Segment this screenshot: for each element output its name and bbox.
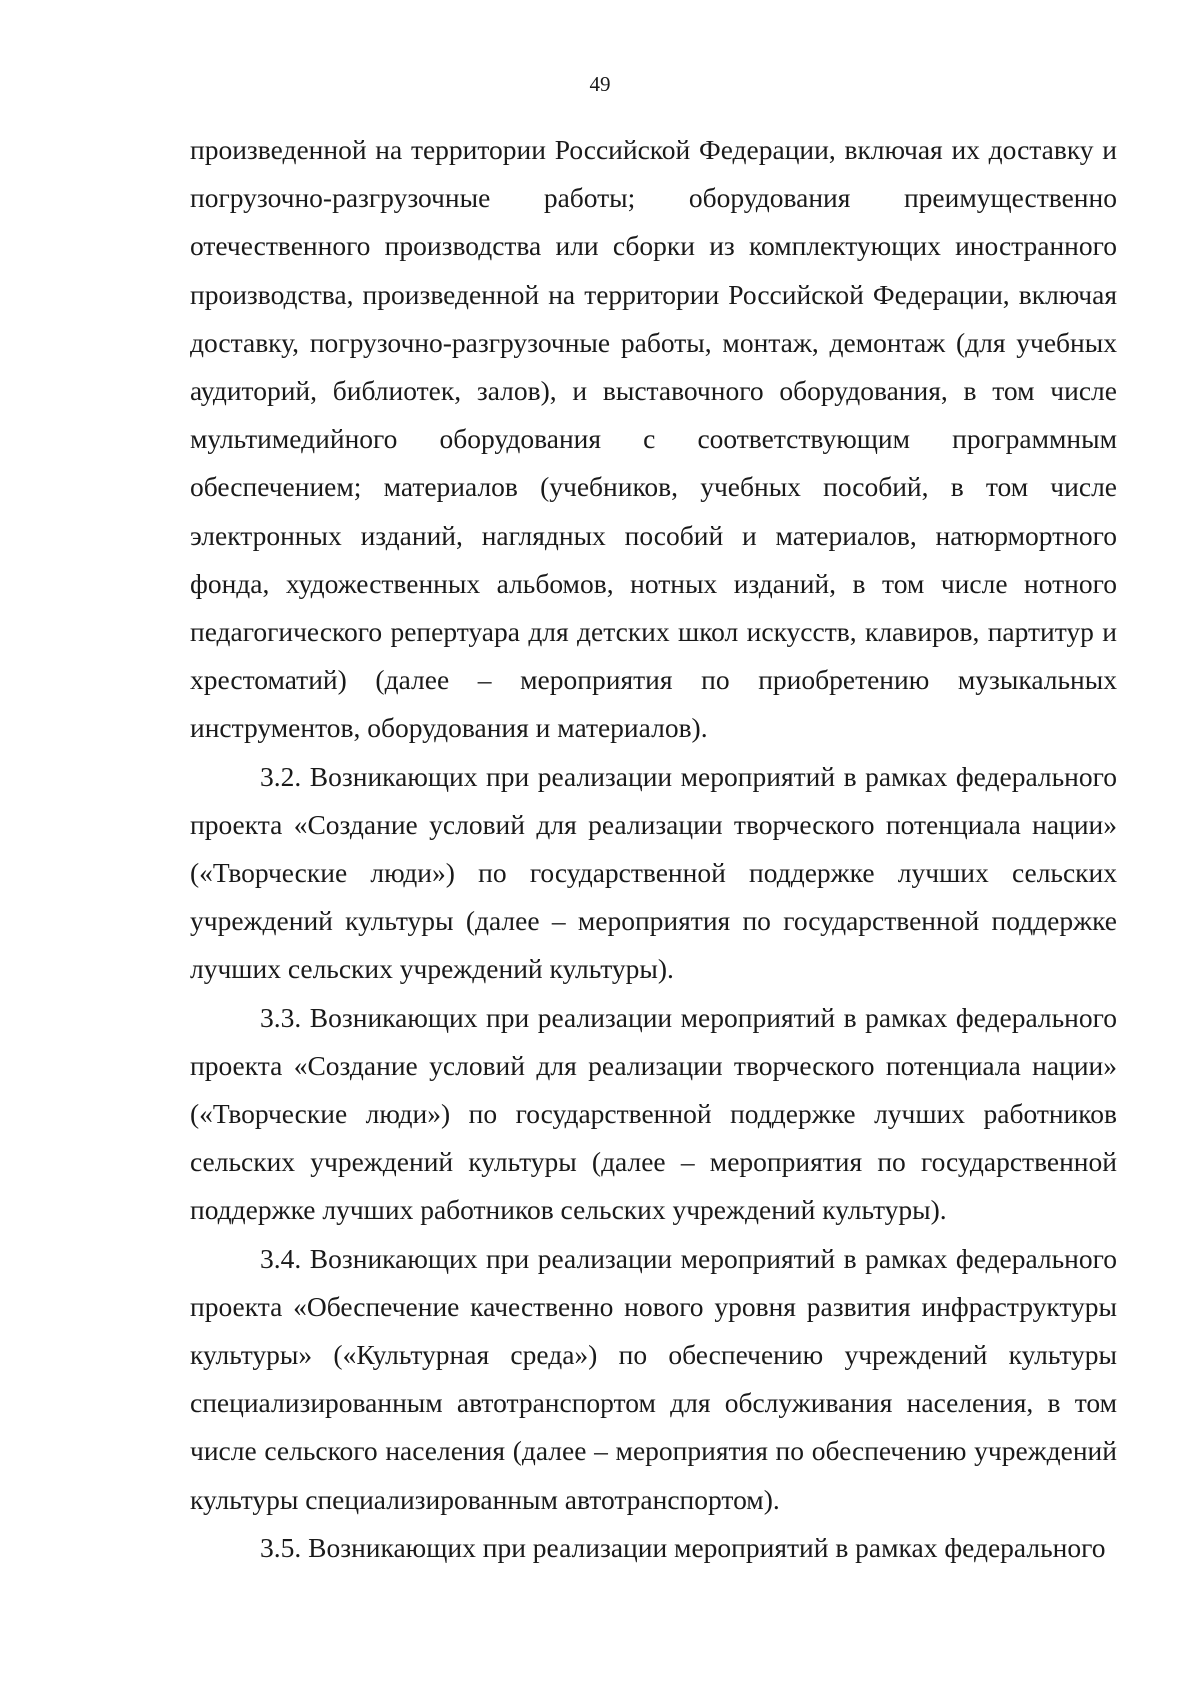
paragraph-item-3-2: 3.2. Возникающих при реализации мероприятий в рамках федерального проекта «Создание условий для реализации творческого потенциала нации» («Творческие люди») по государственной поддержке лучших сельских учреждений культуры (далее – мероприятия по государственной поддержке лучших сельских учреждений культуры). [190,760,1117,985]
paragraph-continuation: произведенной на территории Российской Федерации, включая их доставку и погрузочно-разгрузочные работы; оборудования преимущественно отечественного производства или сборки из комплектующих иностранного производства, произведенной на территории Российской Федерации, включая доставку, погрузочно-разгрузочные работы, монтаж, демонтаж (для учебных аудиторий, библиотек, залов), и выставочного оборудования, в том числе мультимедийного оборудования с соответствующим программным обеспечением; материалов (учебников, учебных пособий, в том числе электронных изданий, наглядных пособий и материалов, натюрмортного фонда, художественных альбомов, нотных изданий, в том числе нотного педагогического репертуара для детских школ искусств, клавиров, партитур и хрестоматий) (далее – мероприятия по приобретению музыкальных инструментов, оборудования и материалов). [190,134,1117,744]
paragraph-item-3-4: 3.4. Возникающих при реализации мероприятий в рамках федерального проекта «Обеспечение качественно нового уровня развития инфраструктуры культуры» («Культурная среда») по обеспечению учреждений культуры специализированным автотранспортом для обслуживания населения, в том числе сельского населения (далее – мероприятия по обеспечению учреждений культуры специализированным автотранспортом). [190,1242,1117,1515]
document-body [190,126,1117,1572]
page-number: 49 [589,72,611,96]
paragraph-item-3-5: 3.5. Возникающих при реализации мероприятий в рамках федерального [260,1531,1106,1563]
paragraph-item-3-3: 3.3. Возникающих при реализации мероприятий в рамках федерального проекта «Создание условий для реализации творческого потенциала нации» («Творческие люди») по государственной поддержке лучших работников сельских учреждений культуры (далее – мероприятия по государственной поддержке лучших работников сельских учреждений культуры). [190,1001,1117,1226]
